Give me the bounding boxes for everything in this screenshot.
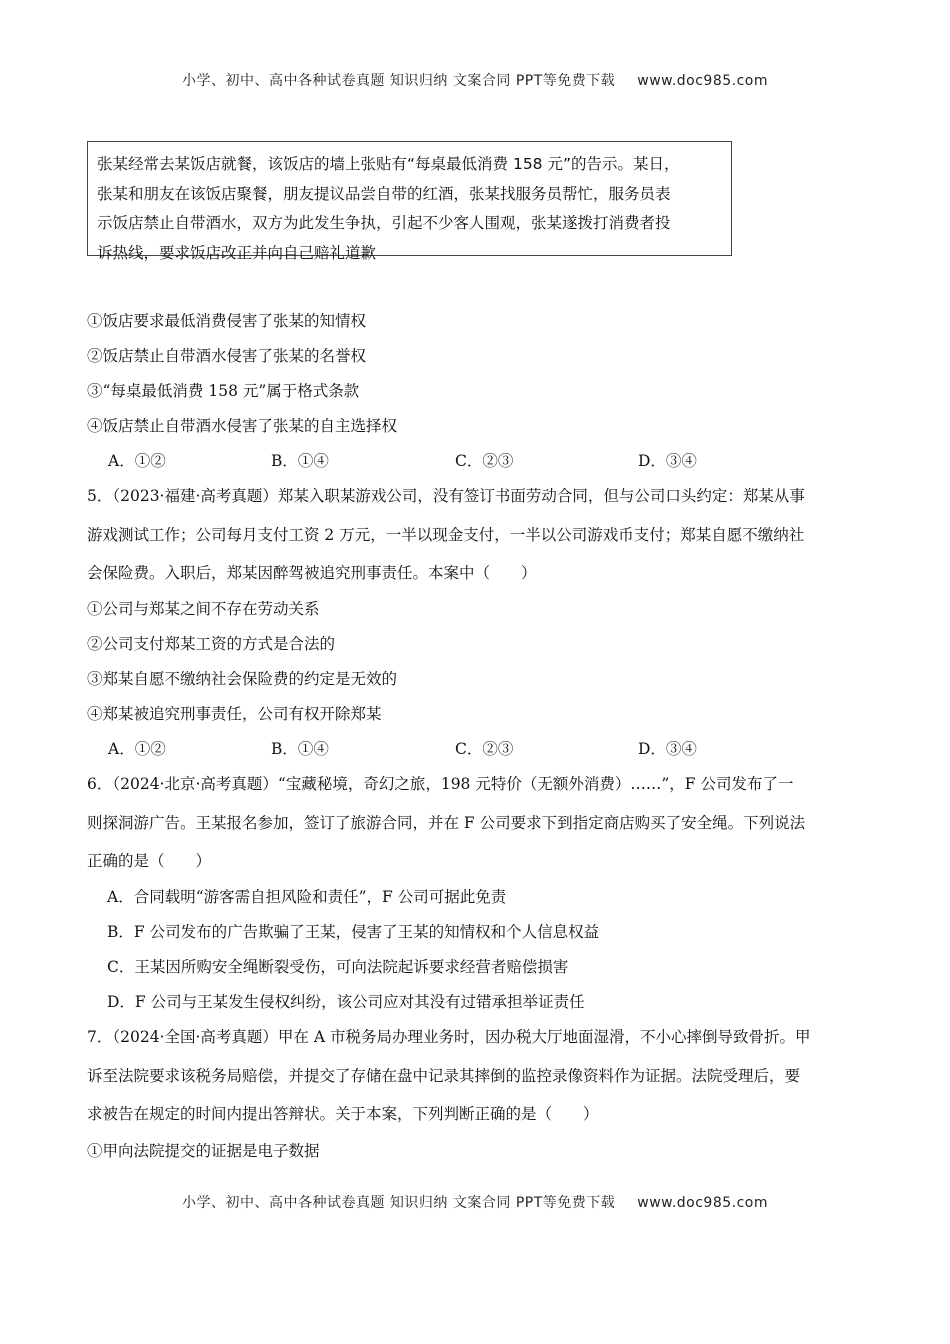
footer-text: 小学、初中、高中各种试卷真题 知识归纳 文案合同 PPT等免费下载	[181, 1195, 616, 1211]
q5-option-d: D．③④	[638, 740, 697, 758]
material-line: 诉热线，要求饭店改正并向自己赔礼道歉	[97, 243, 377, 262]
q6-stem-line: 则探洞游广告。王某报名参加，签订了旅游合同，并在 F 公司要求下到指定商店购买了安全绳。下列说法	[87, 814, 806, 832]
material-line: 示饭店禁止自带酒水，双方为此发生争执，引起不少客人围观，张某遂拨打消费者投	[97, 214, 671, 232]
page-header	[0, 70, 950, 90]
material-box	[87, 141, 732, 262]
q7-stem-line: 求被告在规定的时间内提出答辩状。关于本案，下列判断正确的是（ ）	[87, 1105, 599, 1123]
q6-stem-line: 正确的是（ ）	[87, 852, 212, 870]
material-line: 张某和朋友在该饭店聚餐，朋友提议品尝自带的红酒，张某找服务员帮忙，服务员表	[97, 184, 671, 203]
q6-option-a: A．合同载明“游客需自担风险和责任”，F 公司可据此免责	[107, 888, 507, 906]
q5-item: ③郑某自愿不缴纳社会保险费的约定是无效的	[87, 670, 398, 688]
q7-stem-line: 诉至法院要求该税务局赔偿，并提交了存储在盘中记录其摔倒的监控录像资料作为证据。法院受理后，要	[87, 1067, 801, 1085]
q7-stem-line: 7．（2024·全国·高考真题）甲在 A 市税务局办理业务时，因办税大厅地面湿滑，不小心摔倒导致骨折。甲	[87, 1028, 811, 1046]
header-text: 小学、初中、高中各种试卷真题 知识归纳 文案合同 PPT等免费下载	[181, 73, 616, 89]
q6-option-b: B．F 公司发布的广告欺骗了王某，侵害了王某的知情权和个人信息权益	[107, 923, 600, 941]
q5-option-a: A．①②	[108, 740, 166, 758]
q4-item: ①饭店要求最低消费侵害了张某的知情权	[87, 312, 367, 330]
page-footer	[0, 1192, 950, 1212]
footer-site: www.doc985.com	[637, 1195, 769, 1211]
q5-stem-line: 会保险费。入职后，郑某因醉驾被追究刑事责任。本案中（ ）	[87, 564, 537, 582]
q6-stem-line: 6．（2024·北京·高考真题）“宝藏秘境，奇幻之旅，198 元特价（无额外消费）……”，F 公司发布了一	[87, 775, 794, 793]
q4-item: ③“每桌最低消费 158 元”属于格式条款	[87, 382, 360, 400]
q6-option-d: D．F 公司与王某发生侵权纠纷，该公司应对其没有过错承担举证责任	[107, 993, 585, 1011]
q4-item: ④饭店禁止自带酒水侵害了张某的自主选择权	[87, 417, 398, 435]
q4-option-b: B．①④	[271, 452, 329, 470]
q4-option-d: D．③④	[638, 452, 697, 470]
q5-option-c: C．②③	[455, 740, 514, 758]
q4-item: ②饭店禁止自带酒水侵害了张某的名誉权	[87, 347, 367, 365]
q5-item: ②公司支付郑某工资的方式是合法的	[87, 635, 336, 653]
q5-stem-line: 5．（2023·福建·高考真题）郑某入职某游戏公司，没有签订书面劳动合同，但与公司口头约定：郑某从事	[87, 487, 805, 505]
q4-option-c: C．②③	[455, 452, 514, 470]
q7-item: ①甲向法院提交的证据是电子数据	[87, 1142, 320, 1160]
q4-option-a: A．①②	[108, 452, 166, 470]
q5-item: ①公司与郑某之间不存在劳动关系	[87, 600, 320, 618]
q5-item: ④郑某被追究刑事责任，公司有权开除郑某	[87, 705, 382, 723]
q6-option-c: C．王某因所购安全绳断裂受伤，可向法院起诉要求经营者赔偿损害	[107, 958, 569, 976]
q5-stem-line: 游戏测试工作；公司每月支付工资 2 万元，一半以现金支付，一半以公司游戏币支付；郑某自愿不缴纳社	[87, 526, 805, 544]
q5-option-b: B．①④	[271, 740, 329, 758]
header-site: www.doc985.com	[637, 73, 769, 89]
material-line: 张某经常去某饭店就餐，该饭店的墙上张贴有“每桌最低消费 158 元”的告示。某日，	[97, 155, 680, 173]
